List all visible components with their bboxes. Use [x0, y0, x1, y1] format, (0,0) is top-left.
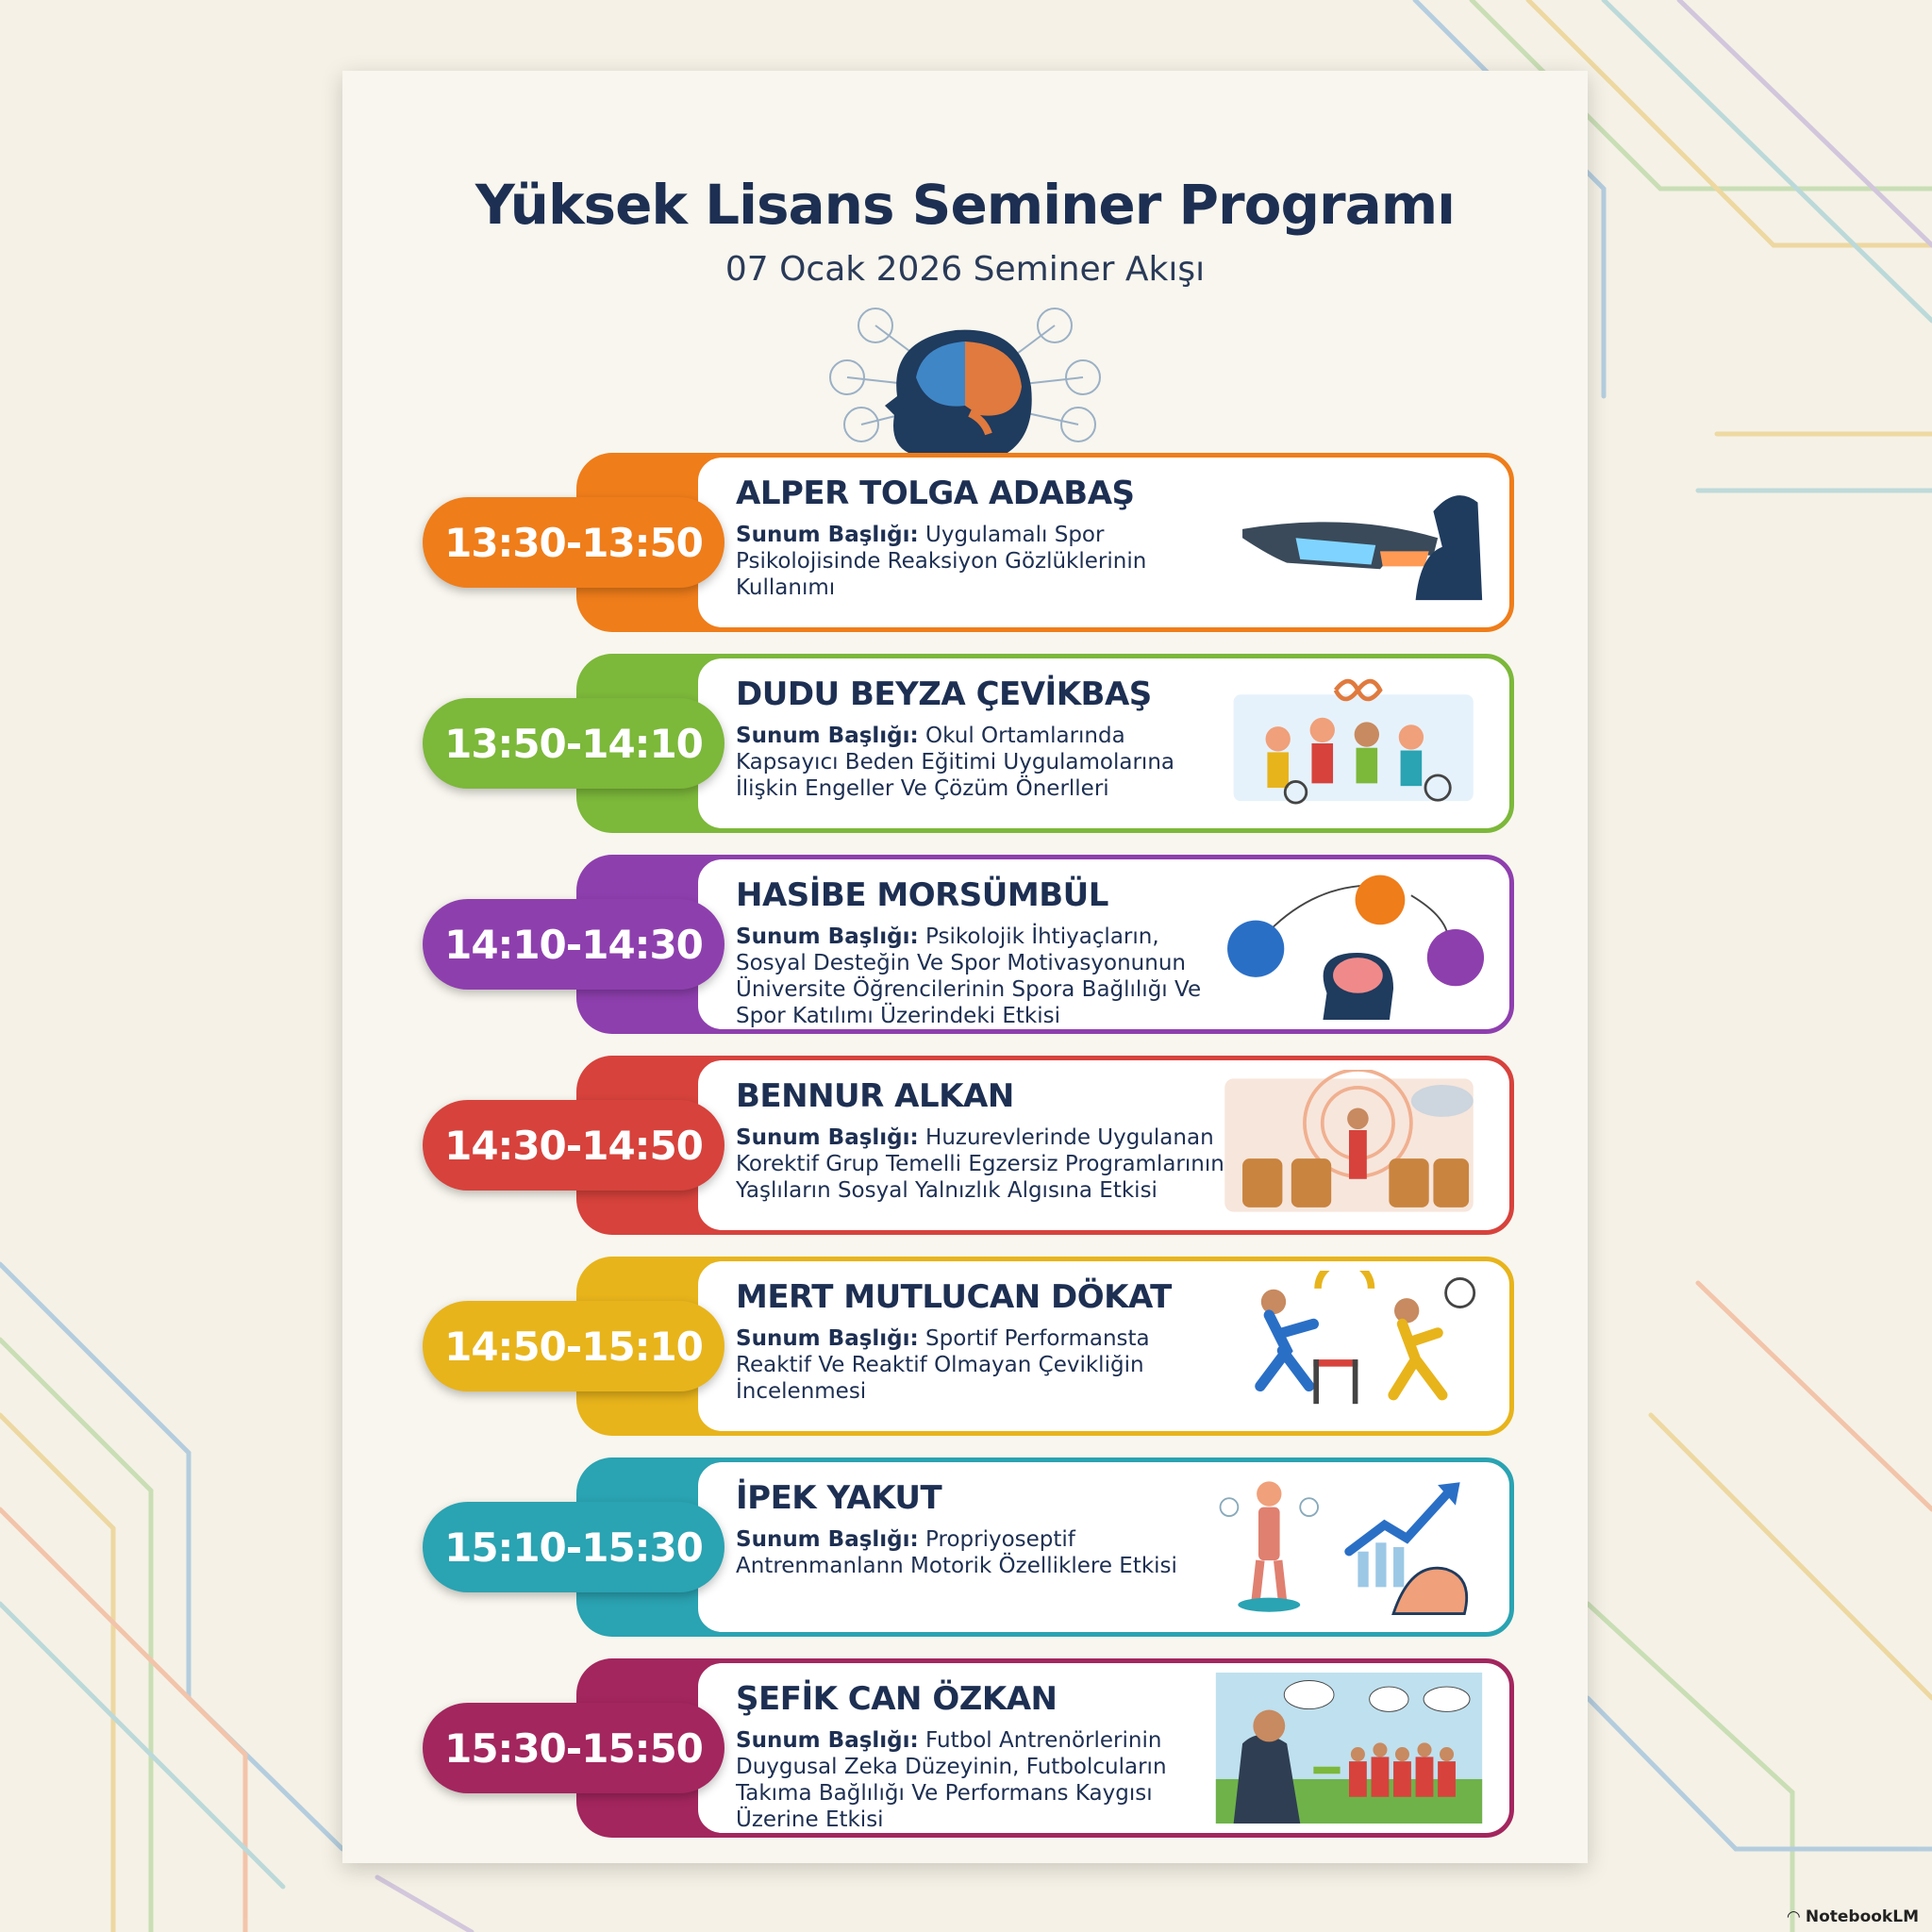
presentation-topic — [736, 924, 1226, 1029]
topic-text: Huzurevlerinde Uygulanan Korektif Grup Temelli Egzersiz Programlarının Yaşlıların Sosyal Yalnızlık Algısına Etkisi — [736, 1125, 1224, 1203]
topic-label: Sunum Başlığı: — [736, 1728, 919, 1753]
session-row — [342, 1658, 1588, 1838]
session-card — [693, 654, 1514, 833]
session-row — [342, 1457, 1588, 1637]
presentation-topic — [736, 1727, 1226, 1833]
inclusive-class-icon — [1208, 668, 1491, 819]
session-row — [342, 654, 1588, 833]
time-slot-pill: 13:50-14:10 — [423, 698, 724, 789]
session-row — [342, 453, 1588, 632]
session-row — [342, 1257, 1588, 1436]
session-card — [693, 453, 1514, 632]
topic-text: Propriyoseptif Antrenmanlann Motorik Özelliklere Etkisi — [736, 1527, 1177, 1578]
presentation-topic — [736, 723, 1226, 802]
session-row — [342, 855, 1588, 1034]
presentation-topic — [736, 1325, 1226, 1405]
seminar-poster — [342, 71, 1588, 1863]
session-card — [693, 1457, 1514, 1637]
presenter-name: ŞEFİK CAN ÖZKAN — [736, 1680, 1058, 1718]
presenter-name: BENNUR ALKAN — [736, 1077, 1014, 1115]
session-row — [342, 1056, 1588, 1235]
topic-label: Sunum Başlığı: — [736, 1527, 919, 1552]
agility-runners-icon — [1208, 1271, 1491, 1422]
elderly-exercise-icon — [1208, 1070, 1491, 1221]
time-slot-pill: 15:10-15:30 — [423, 1502, 724, 1592]
football-coach-icon — [1208, 1673, 1491, 1824]
topic-label: Sunum Başlığı: — [736, 1125, 919, 1150]
topic-text: Futbol Antrenörlerinin Duygusal Zeka Düzeyinin, Futbolcuların Takıma Bağlılığı Ve Performans Kaygısı Üzerine Etkisi — [736, 1728, 1167, 1832]
topic-label: Sunum Başlığı: — [736, 724, 919, 748]
presenter-name: ALPER TOLGA ADABAŞ — [736, 475, 1135, 512]
topic-text: Sportif Performansta Reaktif Ve Reaktif Olmayan Çevikliğin İncelenmesi — [736, 1326, 1150, 1404]
session-card — [693, 855, 1514, 1034]
proprioceptive-training-icon — [1208, 1472, 1491, 1623]
presenter-name: HASİBE MORSÜMBÜL — [736, 876, 1108, 914]
reaction-glasses-icon — [1208, 467, 1491, 618]
page-title: Yüksek Lisans Seminer Programı — [475, 173, 1456, 237]
presenter-name: DUDU BEYZA ÇEVİKBAŞ — [736, 675, 1152, 713]
session-card — [693, 1056, 1514, 1235]
topic-text: Okul Ortamlarında Kapsayıcı Beden Eğitimi Uygulamolarına İlişkin Engeller Ve Çözüm Önerlleri — [736, 724, 1174, 801]
presenter-name: İPEK YAKUT — [736, 1479, 942, 1517]
time-slot-pill: 13:30-13:50 — [423, 497, 724, 588]
session-card — [693, 1257, 1514, 1436]
time-slot-pill: 14:50-15:10 — [423, 1301, 724, 1391]
time-slot-pill: 14:10-14:30 — [423, 899, 724, 990]
topic-label: Sunum Başlığı: — [736, 1326, 919, 1351]
footer-brand: ◠ NotebookLM — [1787, 1907, 1919, 1926]
presentation-topic — [736, 1124, 1226, 1204]
topic-text: Uygulamalı Spor Psikolojisinde Reaksiyon Gözlüklerinin Kullanımı — [736, 523, 1147, 600]
psychology-cycle-icon — [1208, 869, 1491, 1020]
presentation-topic — [736, 1526, 1226, 1579]
page-subtitle: 07 Ocak 2026 Seminer Akışı — [724, 250, 1206, 289]
presenter-name: MERT MUTLUCAN DÖKAT — [736, 1278, 1172, 1316]
notebooklm-logo-icon: ◠ — [1787, 1907, 1800, 1926]
topic-text: Psikolojik İhtiyaçların, Sosyal Desteğin Ve Spor Motivasyonunun Üniversite Öğrencilerinin Spora Bağlılığı Ve Spor Katılımı Üzerindeki Etkisi — [736, 924, 1202, 1028]
time-slot-pill: 14:30-14:50 — [423, 1100, 724, 1191]
topic-label: Sunum Başlığı: — [736, 924, 919, 949]
time-slot-pill: 15:30-15:50 — [423, 1703, 724, 1793]
session-card — [693, 1658, 1514, 1838]
topic-label: Sunum Başlığı: — [736, 523, 919, 547]
presentation-topic — [736, 522, 1226, 601]
